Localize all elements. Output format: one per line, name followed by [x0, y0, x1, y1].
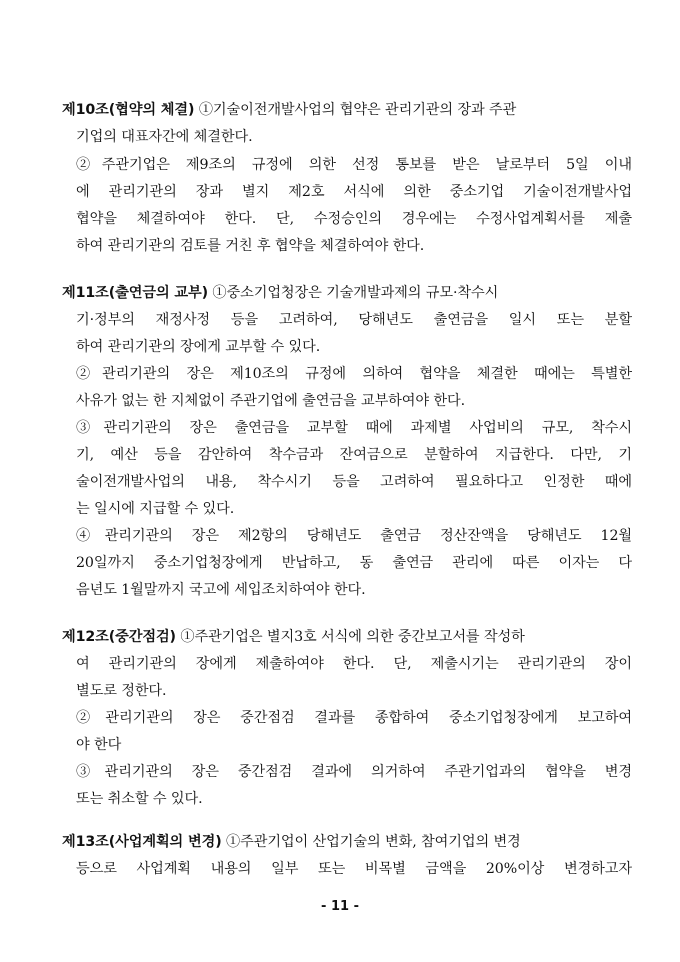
article-text-line: ①중소기업청장은 기술개발과제의 규모·착수시: [212, 285, 499, 301]
article-heading: 제12조(중간점검): [62, 629, 176, 645]
article-text-line: ①기술이전개발사업의 협약은 관리기관의 장과 주관: [198, 102, 517, 118]
article-text-line: 등으로 사업계획 내용의 일부 또는 비목별 금액을 20%이상 변경하고자: [76, 861, 632, 877]
article-text-line: 하여 관리기관의 장에게 교부할 수 있다.: [76, 339, 321, 355]
article-text-line: 야 한다: [76, 737, 122, 753]
article-text-line: 하여 관리기관의 검토를 거친 후 협약을 체결하여야 한다.: [76, 238, 425, 254]
article-text-line: 음년도 1월말까지 국고에 세입조치하여야 한다.: [76, 582, 366, 598]
article-text-line: ②관리기관의 장은 제10조의 규정에 의하여 협약을 체결한 때에는 특별한: [76, 366, 632, 382]
article-text-line: 여 관리기관의 장에게 제출하여야 한다. 단, 제출시기는 관리기관의 장이: [76, 656, 632, 672]
article-text-line: 는 일시에 지급할 수 있다.: [76, 501, 235, 517]
article-text-line: ②주관기업은 제9조의 규정에 의한 선정 통보를 받은 날로부터 5일 이내: [76, 157, 632, 173]
article-text-line: 협약을 체결하여야 한다. 단, 수정승인의 경우에는 수정사업계획서를 제출: [76, 211, 632, 227]
article-heading: 제10조(협약의 체결): [62, 102, 195, 118]
article-text-line: ③관리기관의 장은 출연금을 교부할 때에 과제별 사업비의 규모, 착수시: [76, 420, 632, 436]
page-number: - 11 -: [321, 899, 359, 914]
article-text-line: 기업의 대표자간에 체결한다.: [76, 129, 253, 145]
article-text-line: 에 관리기관의 장과 별지 제2호 서식에 의한 중소기업 기술이전개발사업: [76, 184, 632, 200]
article-text-line: 기, 예산 등을 감안하여 착수금과 잔여금으로 분할하여 지급한다. 다만, 기: [76, 447, 632, 463]
article-text-line: 20일까지 중소기업청장에게 반납하고, 동 출연금 관리에 따른 이자는 다: [76, 555, 632, 571]
article-text-line: ①주관기업은 별지3호 서식에 의한 중간보고서를 작성하: [180, 629, 525, 645]
article-text-line: 또는 취소할 수 있다.: [76, 791, 203, 807]
article-heading: 제11조(출연금의 교부): [62, 285, 208, 301]
article-heading: 제13조(사업계획의 변경): [62, 834, 222, 850]
article-text-line: ③관리기관의 장은 중간점검 결과에 의거하여 주관기업과의 협약을 변경: [76, 764, 632, 780]
article-text-line: 술이전개발사업의 내용, 착수시기 등을 고려하여 필요하다고 인정한 때에: [76, 474, 632, 490]
article-text-line: 별도로 정한다.: [76, 683, 167, 699]
article-text-line: 사유가 없는 한 지체없이 주관기업에 출연금을 교부하여야 한다.: [76, 393, 466, 409]
article-text-line: ①주관기업이 산업기술의 변화, 참여기업의 변경: [226, 834, 521, 850]
article-text-line: ④관리기관의 장은 제2항의 당해년도 출연금 정산잔액을 당해년도 12월: [76, 528, 632, 544]
article-text-line: 기·정부의 재정사정 등을 고려하여, 당해년도 출연금을 일시 또는 분할: [76, 312, 632, 328]
article-text-line: ②관리기관의 장은 중간점검 결과를 종합하여 중소기업청장에게 보고하여: [76, 710, 632, 726]
